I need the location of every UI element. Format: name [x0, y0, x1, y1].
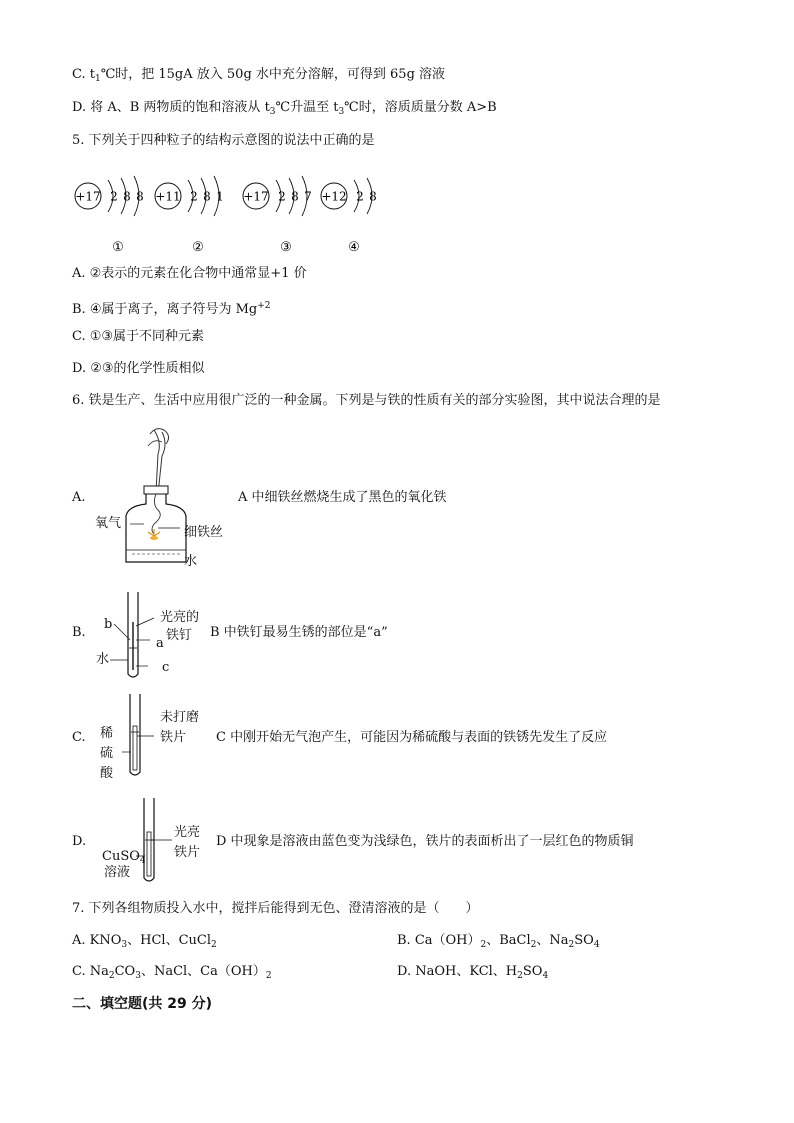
- particle-4-shell-1: 2: [356, 189, 364, 204]
- q6-c-text: C 中刚开始无气泡产生，可能因为稀硫酸与表面的铁锈先发生了反应: [216, 730, 608, 745]
- q4-option-d: D. 将 A、B 两物质的饱和溶液从 $t_3℃$升温至 $t_3℃$时，溶质质量分数 A>B: [72, 100, 497, 117]
- particle-2: [155, 176, 224, 255]
- particle-2-nucleus: +11: [155, 189, 181, 204]
- atom-structure-diagrams: [70, 172, 390, 262]
- q7-option-c: C. $Na_2CO_3$、NaCl、$Ca(OH)_2$: [72, 964, 272, 981]
- q6-a-letter: A.: [72, 490, 86, 505]
- q6-d-shiny-label-1: 光亮: [174, 825, 201, 840]
- q6-d-text: D 中现象是溶液由蓝色变为浅绿色，铁片的表面析出了一层红色的物质铜: [216, 834, 634, 849]
- particle-4: [321, 178, 377, 255]
- q6-b-text: B 中铁钉最易生锈的部位是“a”: [210, 625, 388, 640]
- q7-option-a: A. $KNO_3$、HCl、CuCl$_2$: [72, 933, 217, 950]
- particle-4-nucleus: +12: [321, 189, 347, 204]
- particle-3-nucleus: +17: [243, 189, 269, 204]
- particle-1-shell-2: 8: [123, 189, 131, 204]
- particle-1-shell-1: 2: [110, 189, 118, 204]
- q6-c-letter: C.: [72, 730, 86, 745]
- q6-d-shiny-label-2: 铁片: [174, 845, 201, 860]
- q6-c-plate-label-2: 铁片: [160, 730, 187, 745]
- q5-option-d: D. ②③的化学性质相似: [72, 361, 205, 376]
- q6-c-acid-label-2: 硫: [100, 746, 114, 761]
- particle-2-mark: ②: [192, 240, 204, 255]
- q5-option-b: B. ④属于离子，离子符号为 $Mg^{+2}$: [72, 301, 271, 317]
- q7-option-d: D. NaOH、KCl、$H_2SO_4$: [397, 964, 549, 981]
- q4-option-c: C. $t_1℃$时，把 15gA 放入 50g 水中充分溶解，可得到 65g 溶液: [72, 67, 446, 84]
- q6-d-letter: D.: [72, 834, 87, 849]
- q6-c-acid-label-1: 稀: [100, 726, 114, 741]
- q6-a-oxygen-label: 氧气: [95, 516, 122, 531]
- particle-3-mark: ③: [280, 240, 292, 255]
- q6-d-cuso4-label: CuSO$_4$: [102, 849, 146, 866]
- q5-stem: 5. 下列关于四种粒子的结构示意图的说法中正确的是: [72, 133, 375, 148]
- particle-1-nucleus: +17: [75, 189, 101, 204]
- particle-2-shell-2: 8: [203, 189, 211, 204]
- q5-option-a: A. ②表示的元素在化合物中通常显+1 价: [72, 266, 307, 281]
- q7-stem: 7. 下列各组物质投入水中，搅拌后能得到无色、澄清溶液的是（ ）: [72, 901, 479, 916]
- q6-b-shiny-label-2: 铁钉: [166, 628, 193, 643]
- q6-b-water-label: 水: [96, 652, 110, 667]
- particle-3: [243, 176, 312, 255]
- q6-b-letter: B.: [72, 625, 86, 640]
- q6-c-plate-label-1: 未打磨: [160, 710, 200, 725]
- particle-2-shell-1: 2: [190, 189, 198, 204]
- particle-3-shell-1: 2: [278, 189, 286, 204]
- q6-a-water-label: 水: [184, 554, 198, 569]
- q6-a-figure: [92, 424, 242, 574]
- particle-2-shell-3: 1: [216, 189, 224, 204]
- section-2-heading: 二、填空题(共 29 分): [72, 996, 213, 1012]
- particle-4-mark: ④: [348, 240, 360, 255]
- particle-4-shell-2: 8: [369, 189, 377, 204]
- q6-a-text: A 中细铁丝燃烧生成了黑色的氧化铁: [238, 490, 447, 505]
- particle-1-mark: ①: [112, 240, 124, 255]
- particle-1: [75, 176, 144, 255]
- q6-b-label-a: a: [156, 636, 164, 651]
- q5-option-c: C. ①③属于不同种元素: [72, 329, 205, 344]
- particle-3-shell-3: 7: [304, 189, 312, 204]
- q6-b-shiny-label-1: 光亮的: [160, 610, 200, 625]
- q6-c-acid-label-3: 酸: [100, 766, 114, 781]
- q7-option-b: B. $Ca(OH)_2$、BaCl$_2$、$Na_2SO_4$: [397, 933, 600, 950]
- particle-1-shell-3: 8: [136, 189, 144, 204]
- particle-3-shell-2: 8: [291, 189, 299, 204]
- q6-d-solution-label: 溶液: [104, 865, 131, 880]
- q6-b-label-b: b: [104, 617, 113, 632]
- q6-a-wire-label: 细铁丝: [184, 525, 224, 540]
- q6-b-label-c: c: [162, 660, 170, 675]
- q6-d-figure: [130, 796, 190, 888]
- q6-stem: 6. 铁是生产、生活中应用很广泛的一种金属。下列是与铁的性质有关的部分实验图，其中说法合理的是: [72, 393, 661, 408]
